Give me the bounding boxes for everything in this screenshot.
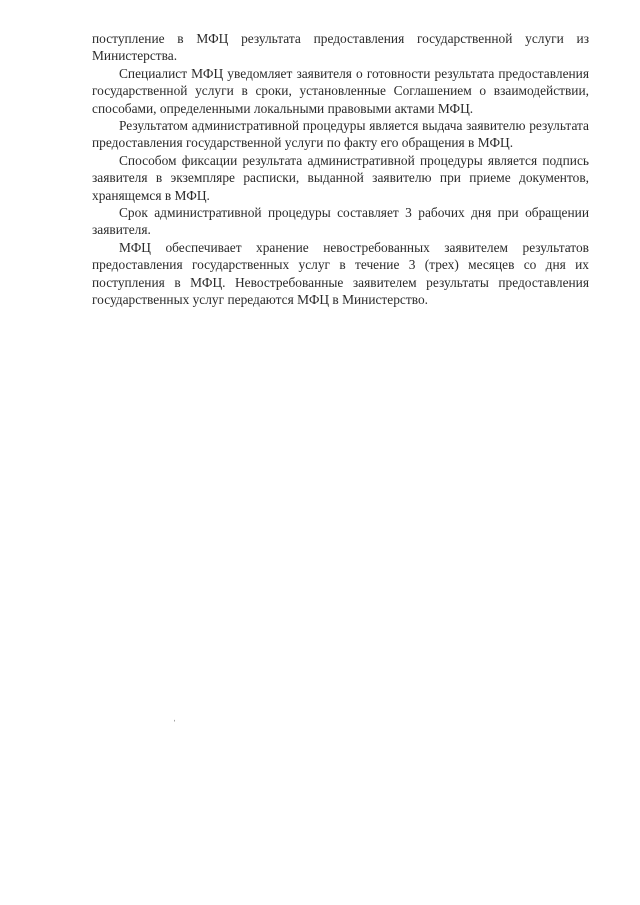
scan-artifact-mark: ˌ (173, 711, 177, 722)
paragraph-continuation: поступление в МФЦ результата предоставления государственной услуги из Министерства. (92, 31, 589, 64)
paragraph-notification: Специалист МФЦ уведомляет заявителя о готовности результата предоставления государственной услуги в сроки, установленные Соглашением о взаимодействии, способами, определенными локальными правовыми актами МФЦ. (92, 65, 589, 116)
paragraph-result: Результатом административной процедуры является выдача заявителю результата предоставления государственной услуги по факту его обращения в МФЦ. (92, 118, 589, 151)
paragraph-storage: МФЦ обеспечивает хранение невостребованных заявителем результатов предоставления государственных услуг в течение 3 (трех) месяцев со дня их поступления в МФЦ. Невостребованные заявителем результаты предоставления государственных услуг передаются МФЦ в Министерство. (92, 239, 589, 308)
paragraph-deadline: Срок административной процедуры составляет 3 рабочих дня при обращении заявителя. (92, 205, 589, 238)
document-body (92, 30, 589, 309)
paragraph-fixation: Способом фиксации результата административной процедуры является подпись заявителя в экземпляре расписки, выданной заявителю при приеме документов, хранящемся в МФЦ. (92, 152, 589, 203)
